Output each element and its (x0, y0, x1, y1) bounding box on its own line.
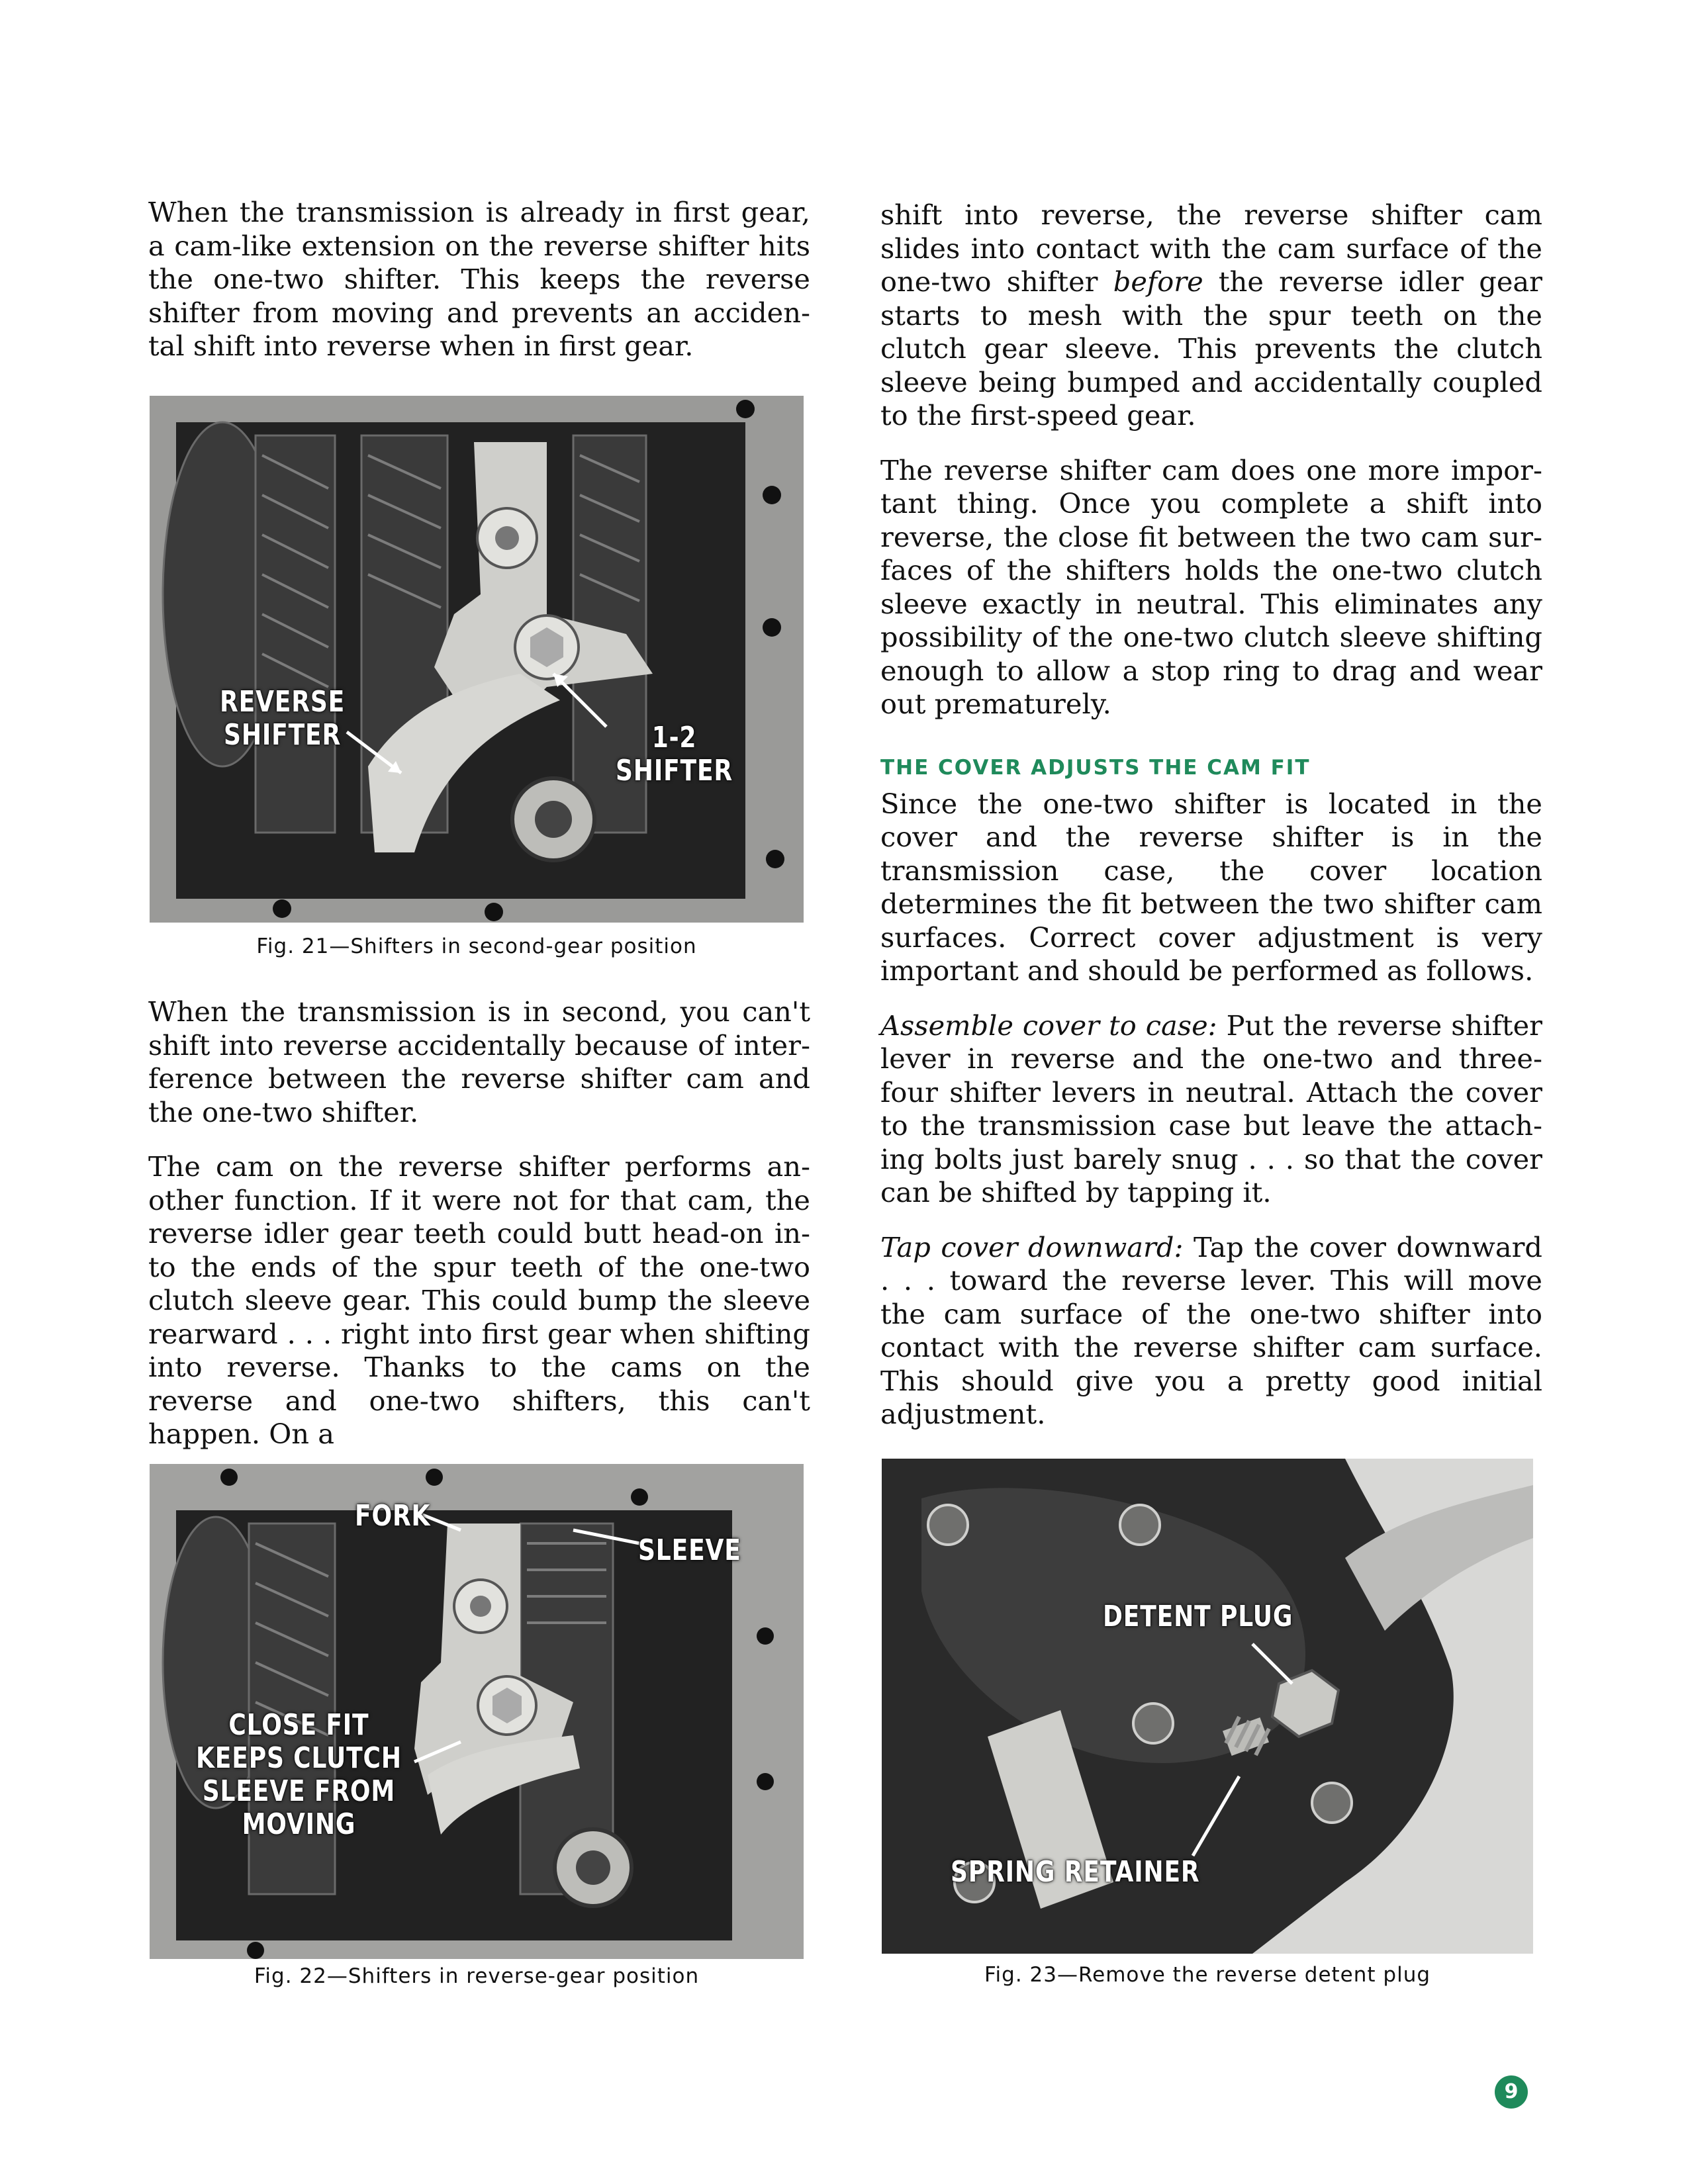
figure-21-caption: Fig. 21—Shifters in second-gear position (256, 934, 697, 958)
label-close-fit-line-2: KEEPS CLUTCH (196, 1741, 402, 1775)
paragraph-shift-into-reverse-a: shift into reverse, the reverse shifter cam slides into contact with the cam surface of the one-two shifter (880, 199, 1542, 298)
paragraph-shift-into-reverse-italic: before (1113, 265, 1203, 298)
paragraph-assemble-cover-body: Put the reverse shifter lever in reverse and the one-two and three-four shifter levers in neutral. Attach the cover to the transmission case but leave the attaching bolts just barely snug . . . so that the cover can be shifted by tapping it. (880, 1009, 1542, 1208)
figure-21-illustration (150, 396, 804, 923)
figure-22-caption: Fig. 22—Shifters in reverse-gear position (254, 1964, 700, 1988)
left-column-bottom (148, 995, 810, 1451)
paragraph-second-gear: When the transmission is in second, you can't shift into reverse accidentally because of interference between the reverse shifter cam and the one-two shifter. (148, 995, 810, 1128)
paragraph-first-gear: When the transmission is already in first gear, a cam-like extension on the reverse shifter hits the one-two shifter. This keeps the reverse shifter from moving and prevents an accidental shift into reverse when in first gear. (148, 196, 810, 362)
paragraph-tap-cover-lead: Tap cover downward: (880, 1230, 1184, 1263)
page-number: 9 (1495, 2075, 1528, 2109)
paragraph-tap-cover-body: Tap the cover downward . . . toward the reverse lever. This will move the cam surface of the one-two shifter into contact with the reverse shifter cam surface. This should give you a pretty good initial adjustment. (880, 1230, 1542, 1430)
label-12-shifter-line-2: SHIFTER (616, 754, 733, 788)
label-detent-plug: DETENT PLUG (1103, 1600, 1293, 1633)
paragraph-assemble-cover (880, 1009, 1542, 1210)
label-reverse-shifter (220, 686, 345, 752)
paragraph-shift-into-reverse-b: the reverse idler gear starts to mesh with the spur teeth on the clutch gear sleeve. This prevents the clutch sleeve being bumped and accidentally coupled to the first-speed gear. (880, 265, 1542, 432)
label-close-fit-line-1: CLOSE FIT (228, 1708, 369, 1742)
label-reverse-shifter-line-1: REVERSE (220, 685, 346, 719)
figure-23-caption: Fig. 23—Remove the reverse detent plug (984, 1963, 1431, 1987)
label-12-shifter-line-1: 1-2 (651, 721, 697, 754)
label-12-shifter (616, 721, 733, 788)
label-reverse-shifter-line-2: SHIFTER (224, 718, 342, 752)
paragraph-tap-cover (880, 1231, 1542, 1432)
label-spring-retainer: SPRING RETAINER (951, 1855, 1200, 1889)
subheading-cover-adjusts: THE COVER ADJUSTS THE CAM FIT (880, 755, 1311, 780)
left-column-top (148, 196, 810, 363)
label-close-fit-line-4: MOVING (242, 1807, 356, 1841)
paragraph-shift-into-reverse (880, 199, 1542, 433)
paragraph-important-thing: The reverse shifter cam does one more important thing. Once you complete a shift into reverse, the close fit between the two cam surfaces of the shifters holds the one-two clutch sleeve exactly in neutral. This eliminates any possibility of the one-two clutch sleeve shifting enough to allow a stop ring to drag and wear out prematurely. (880, 453, 1542, 720)
label-close-fit-line-3: SLEEVE FROM (202, 1774, 396, 1808)
label-fork: FORK (355, 1499, 431, 1533)
figure-21-photo (150, 396, 804, 923)
right-column (880, 199, 1542, 1432)
label-sleeve: SLEEVE (638, 1533, 741, 1567)
paragraph-assemble-cover-lead: Assemble cover to case: (880, 1009, 1217, 1042)
paragraph-cover-location: Since the one-two shifter is located in the cover and the reverse shifter is in the transmission case, the cover location determines the fit between the two shifter cam surfaces. Correct cover adjustment is very important and should be performed as follows. (880, 787, 1542, 987)
paragraph-cam-function: The cam on the reverse shifter performs another function. If it were not for that cam, the reverse idler gear teeth could butt head-on into the ends of the spur teeth of the one-two clutch sleeve gear. This could bump the sleeve rearward . . . right into first gear when shifting into reverse. Thanks to the cams on the reverse and one-two shifters, this can't happen. On a (148, 1150, 810, 1450)
label-close-fit (196, 1709, 402, 1841)
